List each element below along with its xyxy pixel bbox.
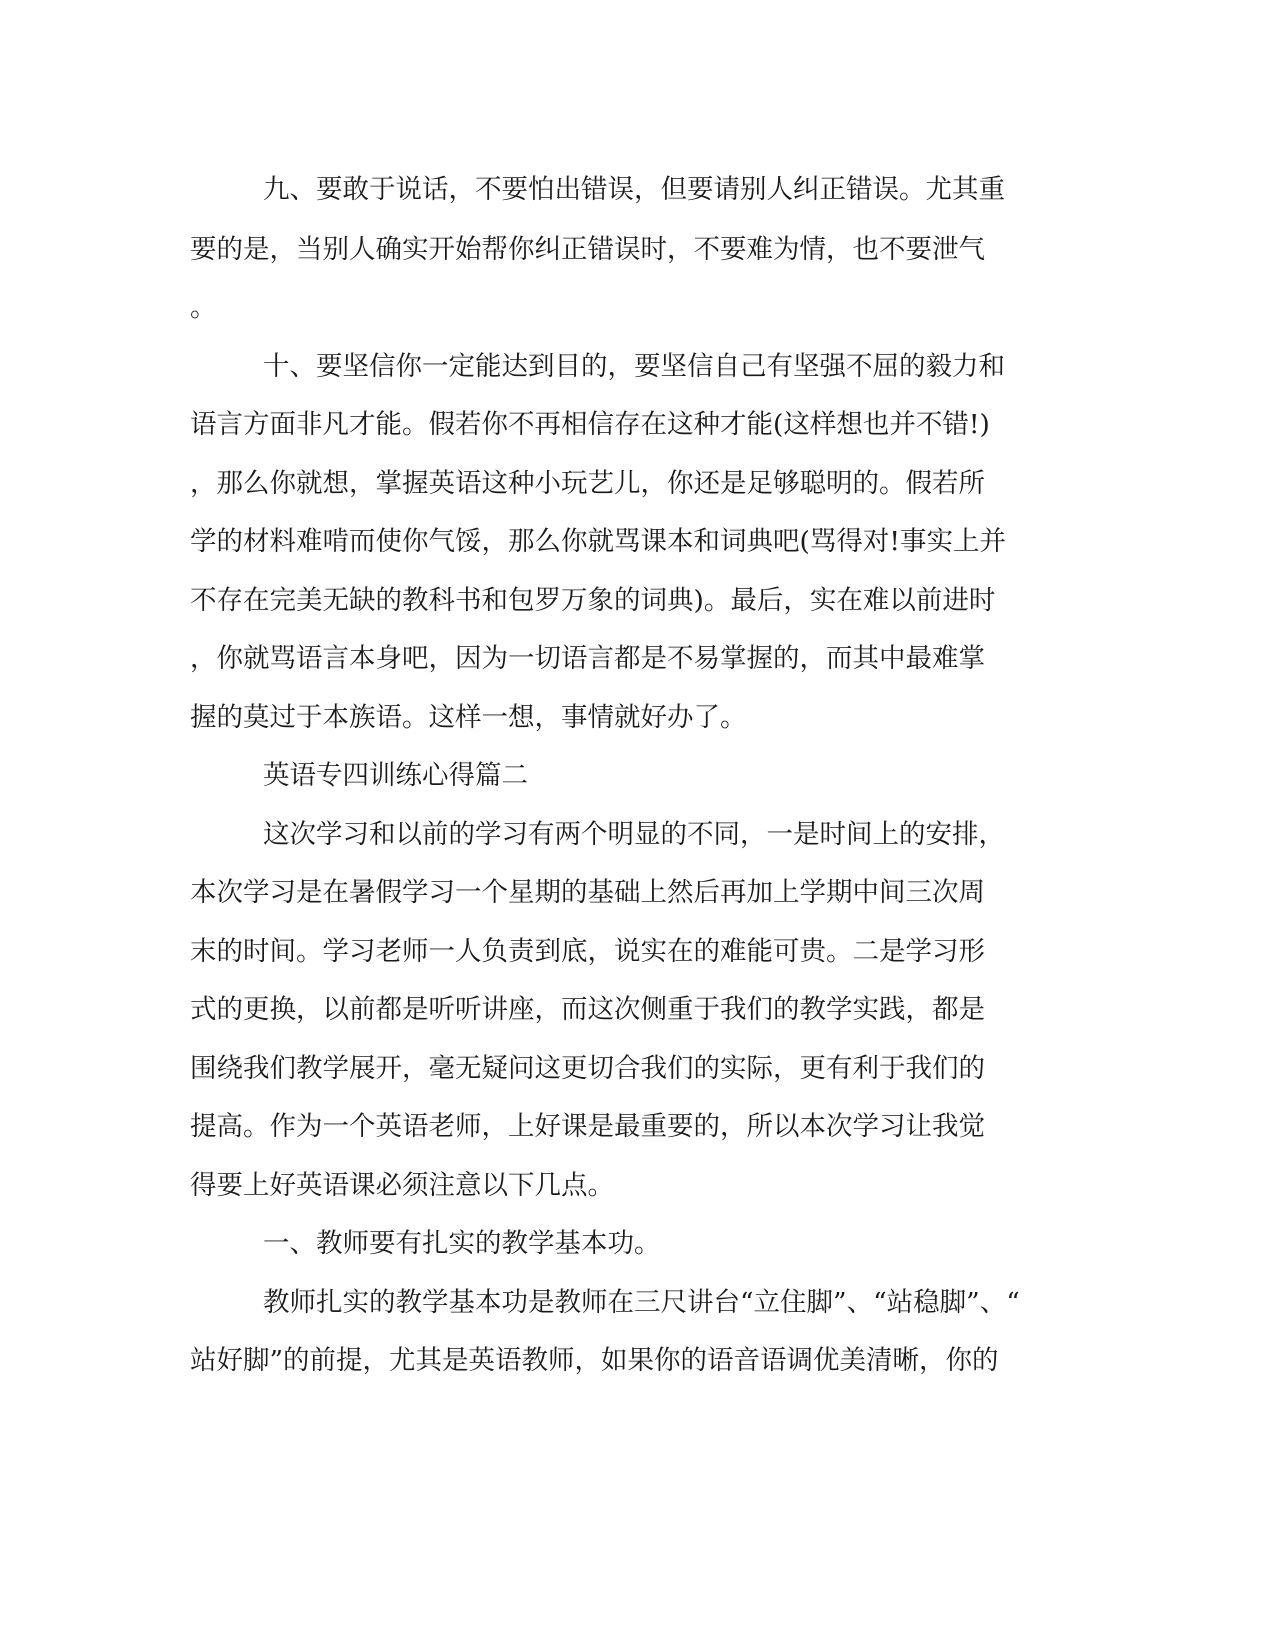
paragraph-line: 得要上好英语课必须注意以下几点。 — [190, 1170, 614, 1201]
paragraph-line: 式的更换，以前都是听听讲座，而这次侧重于我们的教学实践，都是 — [190, 994, 985, 1025]
paragraph-line: 教师扎实的教学基本功是教师在三尺讲台“立住脚”、“站稳脚”、“ — [263, 1287, 1020, 1318]
paragraph-line: 要的是，当别人确实开始帮你纠正错误时，不要难为情，也不要泄气 — [190, 234, 985, 265]
paragraph-line: 提高。作为一个英语老师，上好课是最重要的，所以本次学习让我觉 — [190, 1111, 985, 1142]
paragraph-line: 学的材料难啃而使你气馁，那么你就骂课本和词典吧(骂得对!事实上并 — [190, 526, 1006, 557]
paragraph-line: 。 — [190, 292, 217, 323]
paragraph-line: ，你就骂语言本身吧，因为一切语言都是不易掌握的，而其中最难掌 — [190, 643, 985, 674]
paragraph-line: 这次学习和以前的学习有两个明显的不同，一是时间上的安排， — [263, 819, 1005, 850]
paragraph-line: 握的莫过于本族语。这样一想，事情就好办了。 — [190, 702, 747, 733]
paragraph-line: ，那么你就想，掌握英语这种小玩艺儿，你还是足够聪明的。假若所 — [190, 468, 985, 499]
paragraph-line: 语言方面非凡才能。假若你不再相信存在这种才能(这样想也并不错!) — [190, 409, 990, 440]
paragraph-line: 十、要坚信你一定能达到目的，要坚信自己有坚强不屈的毅力和 — [263, 351, 1005, 382]
paragraph-line: 不存在完美无缺的教科书和包罗万象的词典)。最后，实在难以前进时 — [190, 585, 996, 616]
paragraph-line: 站好脚”的前提，尤其是英语教师，如果你的语音语调优美清晰，你的 — [190, 1345, 999, 1376]
paragraph-line: 一、教师要有扎实的教学基本功。 — [263, 1228, 661, 1259]
paragraph-line: 末的时间。学习老师一人负责到底，说实在的难能可贵。二是学习形 — [190, 936, 985, 967]
paragraph-line: 本次学习是在暑假学习一个星期的基础上然后再加上学期中间三次周 — [190, 877, 985, 908]
paragraph-line: 围绕我们教学展开，毫无疑问这更切合我们的实际，更有利于我们的 — [190, 1053, 985, 1084]
section-heading: 英语专四训练心得篇二 — [263, 760, 528, 791]
paragraph-line: 九、要敢于说话，不要怕出错误，但要请别人纠正错误。尤其重 — [263, 174, 1005, 205]
